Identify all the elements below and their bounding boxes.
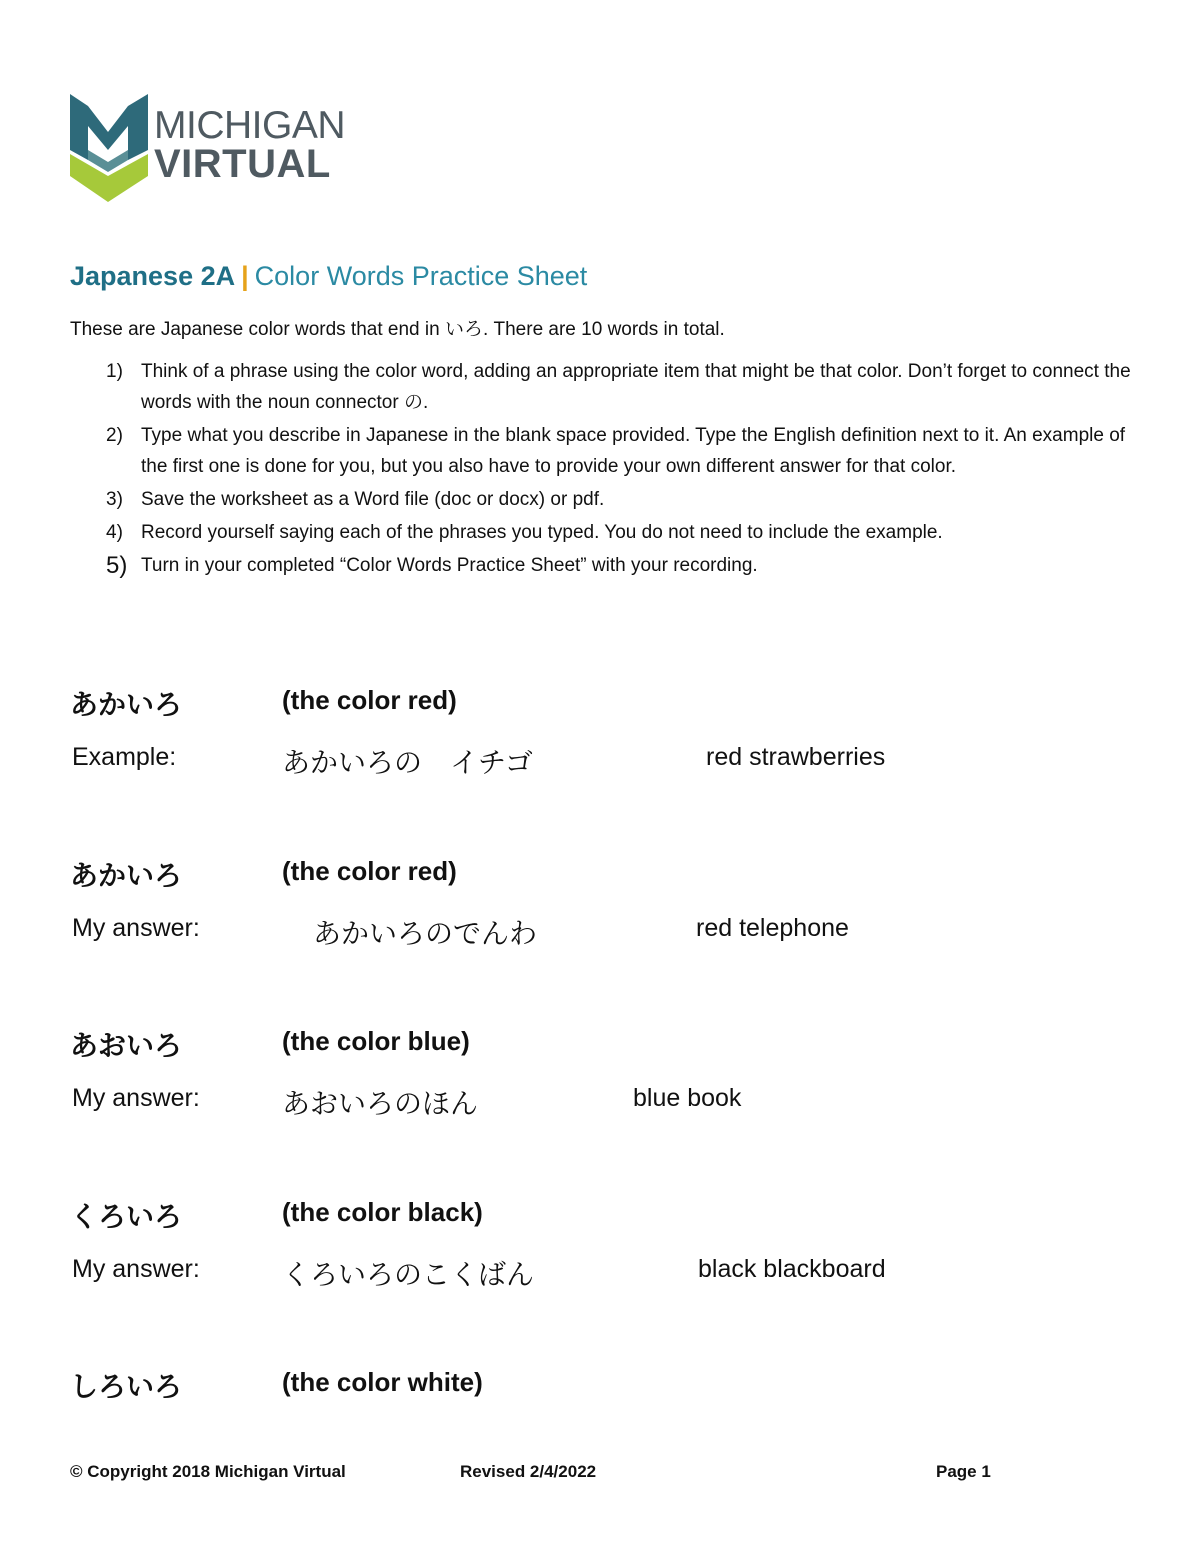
sheet-name: Color Words Practice Sheet bbox=[254, 261, 588, 291]
step-text: Type what you describe in Japanese in the blank space provided. Type the English definition next to it. An example of the first one is done for you, but you also have to provide your own different answer for that color. bbox=[141, 425, 1126, 477]
step-text: Turn in your completed “Color Words Practice Sheet” with your recording. bbox=[141, 555, 758, 576]
step-number: 5) bbox=[106, 552, 128, 579]
instruction-step bbox=[106, 420, 1136, 482]
instruction-step bbox=[106, 517, 1136, 548]
answer-english: red strawberries bbox=[706, 743, 886, 771]
entry-label: My answer: bbox=[72, 1255, 200, 1283]
intro-text: These are Japanese color words that end in いろ. There are 10 words in total. bbox=[70, 319, 725, 340]
color-word: あおいろ bbox=[70, 1030, 183, 1061]
logo-text-michigan: MICHIGAN bbox=[154, 104, 345, 147]
step-number: 2) bbox=[106, 425, 123, 446]
instruction-step bbox=[106, 484, 1136, 515]
color-meaning: (the color blue) bbox=[282, 1026, 470, 1056]
answer-japanese: あおいろのほん bbox=[282, 1088, 479, 1119]
instruction-step bbox=[106, 550, 1136, 581]
logo-text-virtual: VIRTUAL bbox=[154, 142, 331, 186]
step-number: 1) bbox=[106, 361, 123, 382]
step-number: 4) bbox=[106, 522, 123, 543]
title-separator: | bbox=[241, 261, 249, 291]
color-word: くろいろ bbox=[70, 1201, 183, 1232]
answer-japanese: あかいろのでんわ bbox=[313, 918, 538, 949]
entry-label: My answer: bbox=[72, 1084, 200, 1112]
entry-label: My answer: bbox=[72, 914, 200, 942]
footer-copyright: © Copyright 2018 Michigan Virtual bbox=[70, 1462, 346, 1481]
course-name: Japanese 2A bbox=[70, 261, 236, 291]
step-number: 3) bbox=[106, 489, 123, 510]
color-word: あかいろ bbox=[70, 689, 183, 720]
color-word: あかいろ bbox=[70, 860, 183, 891]
color-meaning: (the color black) bbox=[282, 1197, 483, 1227]
answer-japanese: あかいろの イチゴ bbox=[282, 747, 533, 778]
color-meaning: (the color white) bbox=[282, 1367, 483, 1397]
step-text: Think of a phrase using the color word, adding an appropriate item that might be that color. Don’t forget to connect the words with the noun connector の. bbox=[141, 361, 1131, 413]
entry-label: Example: bbox=[72, 743, 177, 771]
instructions-list bbox=[106, 356, 1136, 583]
footer-revised: Revised 2/4/2022 bbox=[460, 1462, 597, 1481]
answer-english: black blackboard bbox=[698, 1255, 886, 1283]
answer-english: blue book bbox=[633, 1084, 742, 1112]
answer-english: red telephone bbox=[696, 914, 849, 942]
instruction-step bbox=[106, 356, 1136, 418]
step-text: Record yourself saying each of the phrases you typed. You do not need to include the example. bbox=[141, 522, 943, 543]
color-word: しろいろ bbox=[70, 1371, 183, 1402]
answer-japanese: くろいろのこくばん bbox=[282, 1259, 535, 1290]
michigan-virtual-logo bbox=[68, 92, 368, 207]
color-meaning: (the color red) bbox=[282, 685, 457, 715]
step-text: Save the worksheet as a Word file (doc or docx) or pdf. bbox=[141, 489, 605, 510]
page-title bbox=[70, 262, 587, 292]
footer-page-number: Page 1 bbox=[936, 1462, 991, 1481]
color-meaning: (the color red) bbox=[282, 856, 457, 886]
logo-mark-icon bbox=[68, 92, 152, 207]
